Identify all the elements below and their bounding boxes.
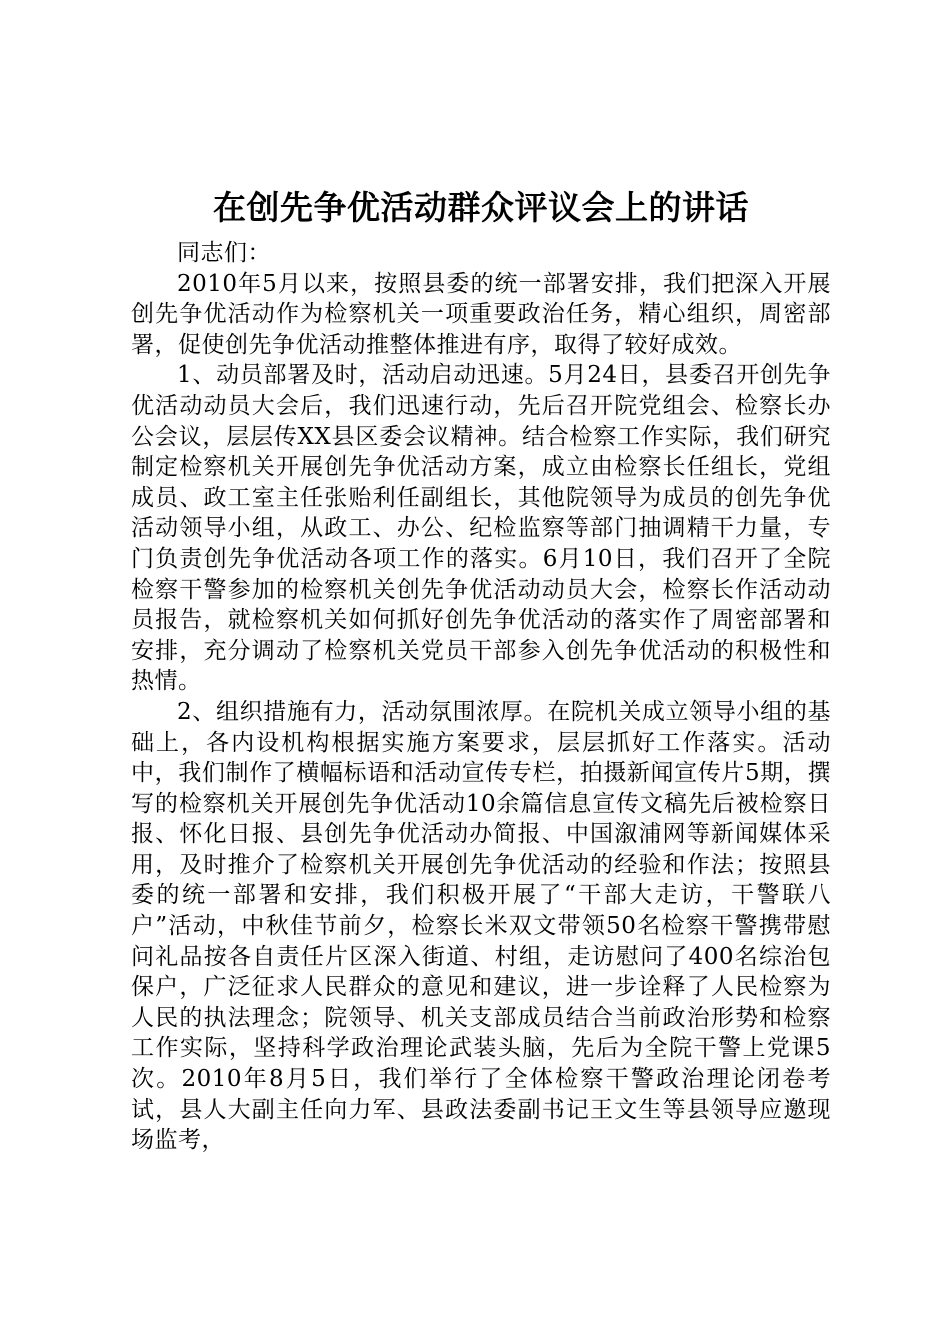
paragraph-section-2: 2、组织措施有力，活动氛围浓厚。在院机关成立领导小组的基础上，各内设机构根据实施方案要求，层层抓好工作落实。活动中，我们制作了横幅标语和活动宣传专栏，拍摄新闻宣传片5期，撰写的检察机关开展创先争优活动10余篇信息宣传文稿先后被检察日报、怀化日报、县创先争优活动办简报、中国溆浦网等新闻媒体采用，及时推介了检察机关开展创先争优活动的经验和作法；按照县委的统一部署和安排，我们积极开展了“干部大走访，干警联八户”活动，中秋佳节前夕，检察长米双文带领50名检察干警携带慰问礼品按各自责任片区深入街道、村组，走访慰问了400名综治包保户，广泛征求人民群众的意见和建议，进一步诠释了人民检察为人民的执法理念；院领导、机关支部成员结合当前政治形势和检察工作实际，坚持科学政治理论武装头脑，先后为全院干警上党课5次。2010年8月5日，我们举行了全体检察干警政治理论闭卷考试，县人大副主任向力军、县政法委副书记王文生等县领导应邀现场监考， — [131, 698, 831, 1154]
paragraph-intro: 2010年5月以来，按照县委的统一部署安排，我们把深入开展创先争优活动作为检察机关一项重要政治任务，精心组织，周密部署，促使创先争优活动推整体推进有序，取得了较好成效。 — [131, 270, 831, 358]
paragraph-section-1: 1、动员部署及时，活动启动迅速。5月24日，县委召开创先争优活动动员大会后，我们迅速行动，先后召开院党组会、检察长办公会议，层层传XX县区委会议精神。结合检察工作实际，我们研究制定检察机关开展创先争优活动方案，成立由检察长任组长，党组成员、政工室主任张贻利任副组长，其他院领导为成员的创先争优活动领导小组，从政工、办公、纪检监察等部门抽调精干力量，专门负责创先争优活动各项工作的落实。6月10日，我们召开了全院检察干警参加的检察机关创先争优活动动员大会，检察长作活动动员报告，就检察机关如何抓好创先争优活动的落实作了周密部署和安排，充分调动了检察机关党员干部参入创先争优活动的积极性和热情。 — [131, 362, 831, 695]
document-title: 在创先争优活动群众评议会上的讲话 — [213, 188, 749, 227]
greeting: 同志们： — [177, 240, 271, 266]
document-page — [131, 182, 831, 1156]
